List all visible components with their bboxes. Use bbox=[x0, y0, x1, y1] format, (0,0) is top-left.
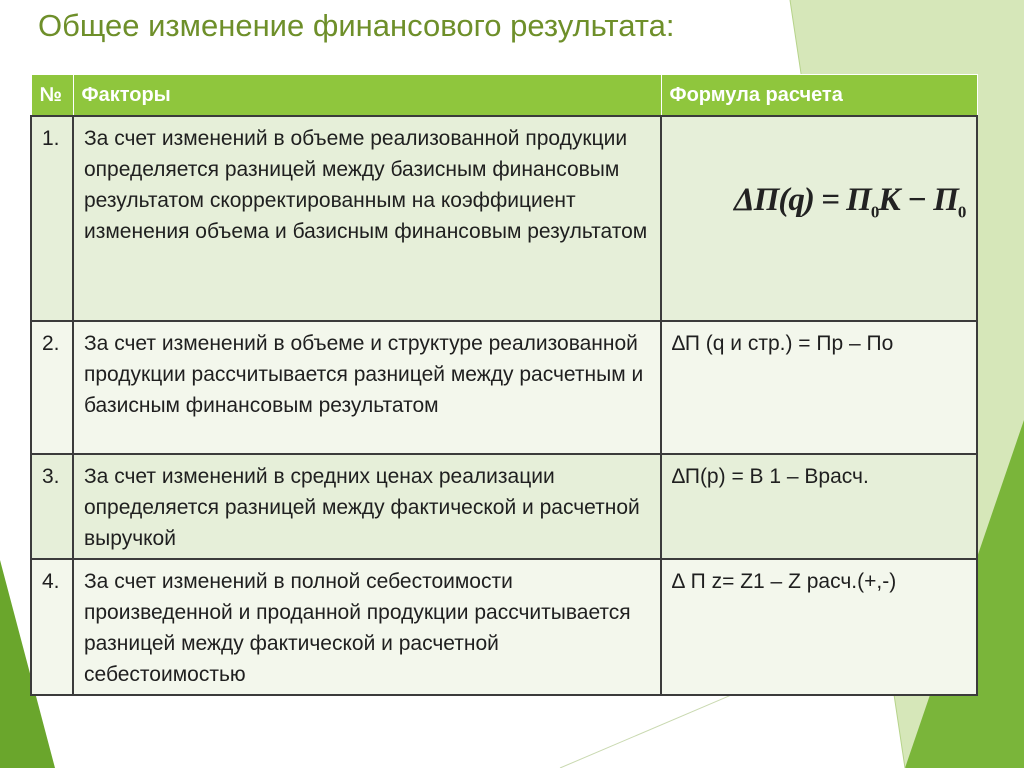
formula-image bbox=[734, 182, 966, 228]
row-number: 1. bbox=[31, 116, 73, 321]
table-row bbox=[31, 116, 977, 321]
row-formula bbox=[661, 321, 977, 454]
row-number: 4. bbox=[31, 559, 73, 695]
formula-sub-1: 0 bbox=[957, 202, 966, 222]
table-row bbox=[31, 559, 977, 695]
table-row bbox=[31, 454, 977, 559]
formula-sub-0: 0 bbox=[870, 202, 879, 222]
header-factors: Факторы bbox=[73, 75, 661, 117]
page-title: Общее изменение финансового результата: bbox=[38, 8, 675, 43]
row-factor: За счет изменений в объеме и структуре реализованной продукции рассчитывается разницей между расчетным и базисным финансовым результатом bbox=[73, 321, 661, 454]
row-formula bbox=[661, 559, 977, 695]
factors-table bbox=[30, 74, 978, 696]
header-number: № bbox=[31, 75, 73, 117]
row-number: 3. bbox=[31, 454, 73, 559]
formula-lhs: ΔП(q) = bbox=[734, 182, 847, 218]
row-factor: За счет изменений в объеме реализованной продукции определяется разницей между базисным финансовым результатом скорректированным на коэффициент изменения объема и базисным финансовым результатом bbox=[73, 116, 661, 321]
row-factor: За счет изменений в полной себестоимости произведенной и проданной продукции рассчитывается разницей между фактической и расчетной себестоимостью bbox=[73, 559, 661, 695]
table-row bbox=[31, 321, 977, 454]
table-header-row bbox=[31, 75, 977, 117]
formula-text: ∆П (q и стр.) = Пр – По bbox=[672, 332, 894, 355]
formula-p2: П bbox=[933, 182, 958, 218]
formula-text: ∆ П z= Z1 – Z расч.(+,-) bbox=[672, 570, 897, 593]
formula-text: ∆П(р) = В 1 – Врасч. bbox=[672, 465, 869, 488]
formula-p: П bbox=[846, 182, 871, 218]
row-formula bbox=[661, 454, 977, 559]
row-factor: За счет изменений в средних ценах реализации определяется разницей между фактической и расчетной выручкой bbox=[73, 454, 661, 559]
header-formula: Формула расчета bbox=[661, 75, 977, 117]
formula-k: К − bbox=[878, 182, 934, 218]
row-number: 2. bbox=[31, 321, 73, 454]
row-formula bbox=[661, 116, 977, 321]
